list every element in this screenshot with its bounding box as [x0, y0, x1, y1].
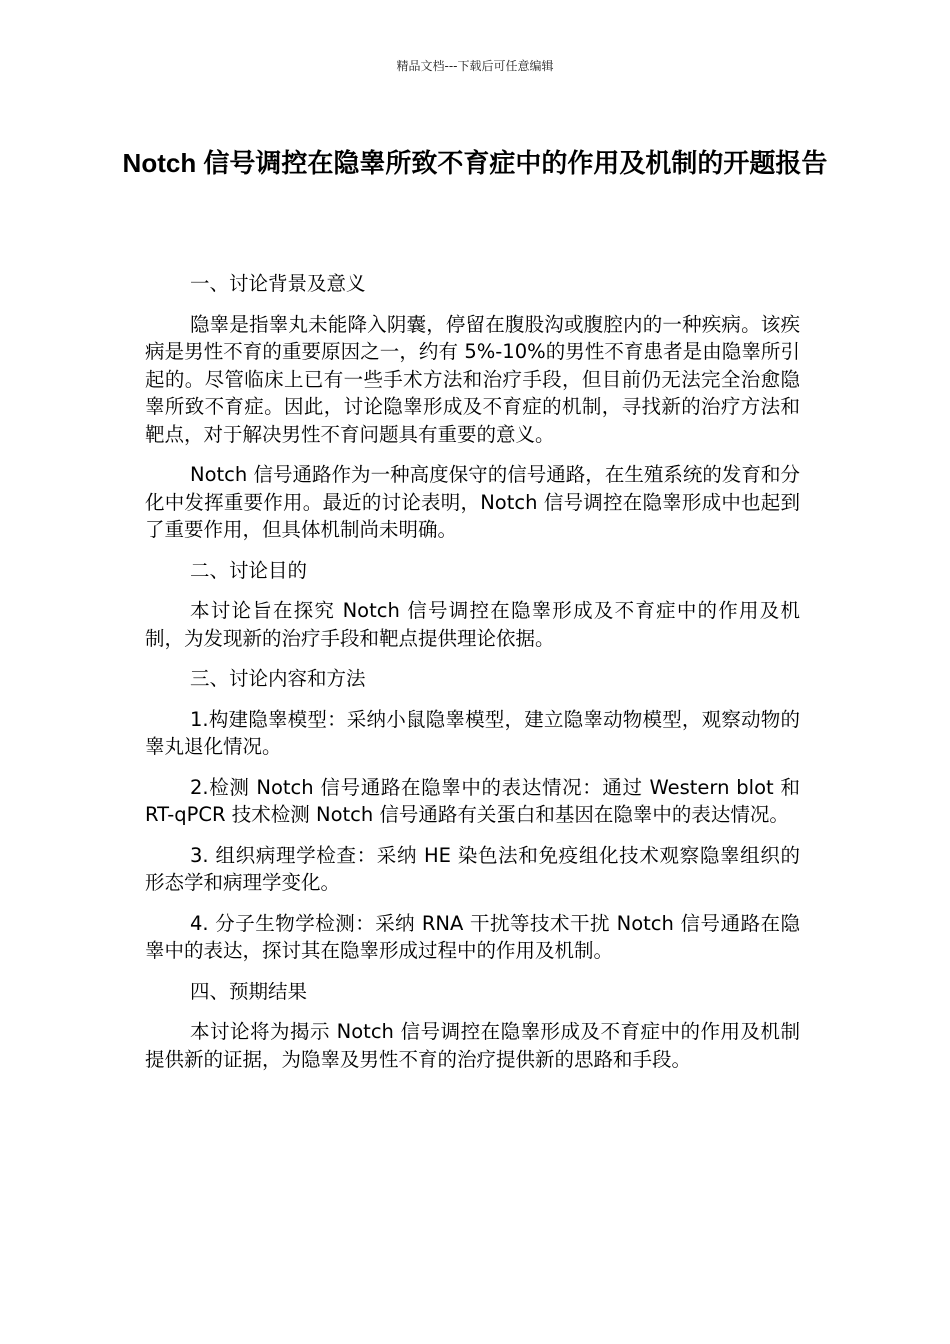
section-heading-purpose: 二、讨论目的: [190, 558, 308, 582]
section-heading-background: 一、讨论背景及意义: [190, 272, 366, 295]
paragraph-purpose: 本讨论旨在探究 Notch 信号调控在隐睾形成及不育症中的作用及机制，为发现新的治疗手段和靶点提供理论依据。: [145, 599, 800, 650]
section-heading-expected-results: 四、预期结果: [190, 979, 308, 1003]
paragraph-expected-results: 本讨论将为揭示 Notch 信号调控在隐睾形成及不育症中的作用及机制提供新的证据，为隐睾及男性不育的治疗提供新的思路和手段。: [145, 1020, 800, 1071]
header-note: 精品文档---下载后可任意编辑: [396, 59, 554, 73]
method-item-pathology: 3. 组织病理学检查：采纳 HE 染色法和免疫组化技术观察隐睾组织的形态学和病理学变化。: [145, 843, 800, 894]
method-item-molecular: 4. 分子生物学检测：采纳 RNA 干扰等技术干扰 Notch 信号通路在隐睾中的表达，探讨其在隐睾形成过程中的作用及机制。: [145, 911, 800, 962]
paragraph-notch-background: Notch 信号通路作为一种高度保守的信号通路，在生殖系统的发育和分化中发挥重要作用。最近的讨论表明，Notch 信号调控在隐睾形成中也起到了重要作用，但具体机制尚未明确。: [145, 463, 800, 541]
method-item-expression: 2.检测 Notch 信号通路在隐睾中的表达情况：通过 Western blot 和 RT-qPCR 技术检测 Notch 信号通路有关蛋白和基因在隐睾中的表达情况。: [145, 775, 800, 826]
method-item-model: 1.构建隐睾模型：采纳小鼠隐睾模型，建立隐睾动物模型，观察动物的睾丸退化情况。: [145, 707, 800, 758]
document-body: [145, 270, 800, 1086]
paragraph-cryptorchidism-background: 隐睾是指睾丸未能降入阴囊，停留在腹股沟或腹腔内的一种疾病。该疾病是男性不育的重要原因之一，约有 5%-10%的男性不育患者是由隐睾所引起的。尽管临床上已有一些手术方法和治疗手段，但目前仍无法完全治愈隐睾所致不育症。因此，讨论隐睾形成及不育症的机制，寻找新的治疗方法和靶点，对于解决男性不育问题具有重要的意义。: [145, 312, 800, 446]
section-heading-content-methods: 三、讨论内容和方法: [190, 667, 366, 690]
document-title: Notch 信号调控在隐睾所致不育症中的作用及机制的开题报告: [122, 148, 828, 178]
